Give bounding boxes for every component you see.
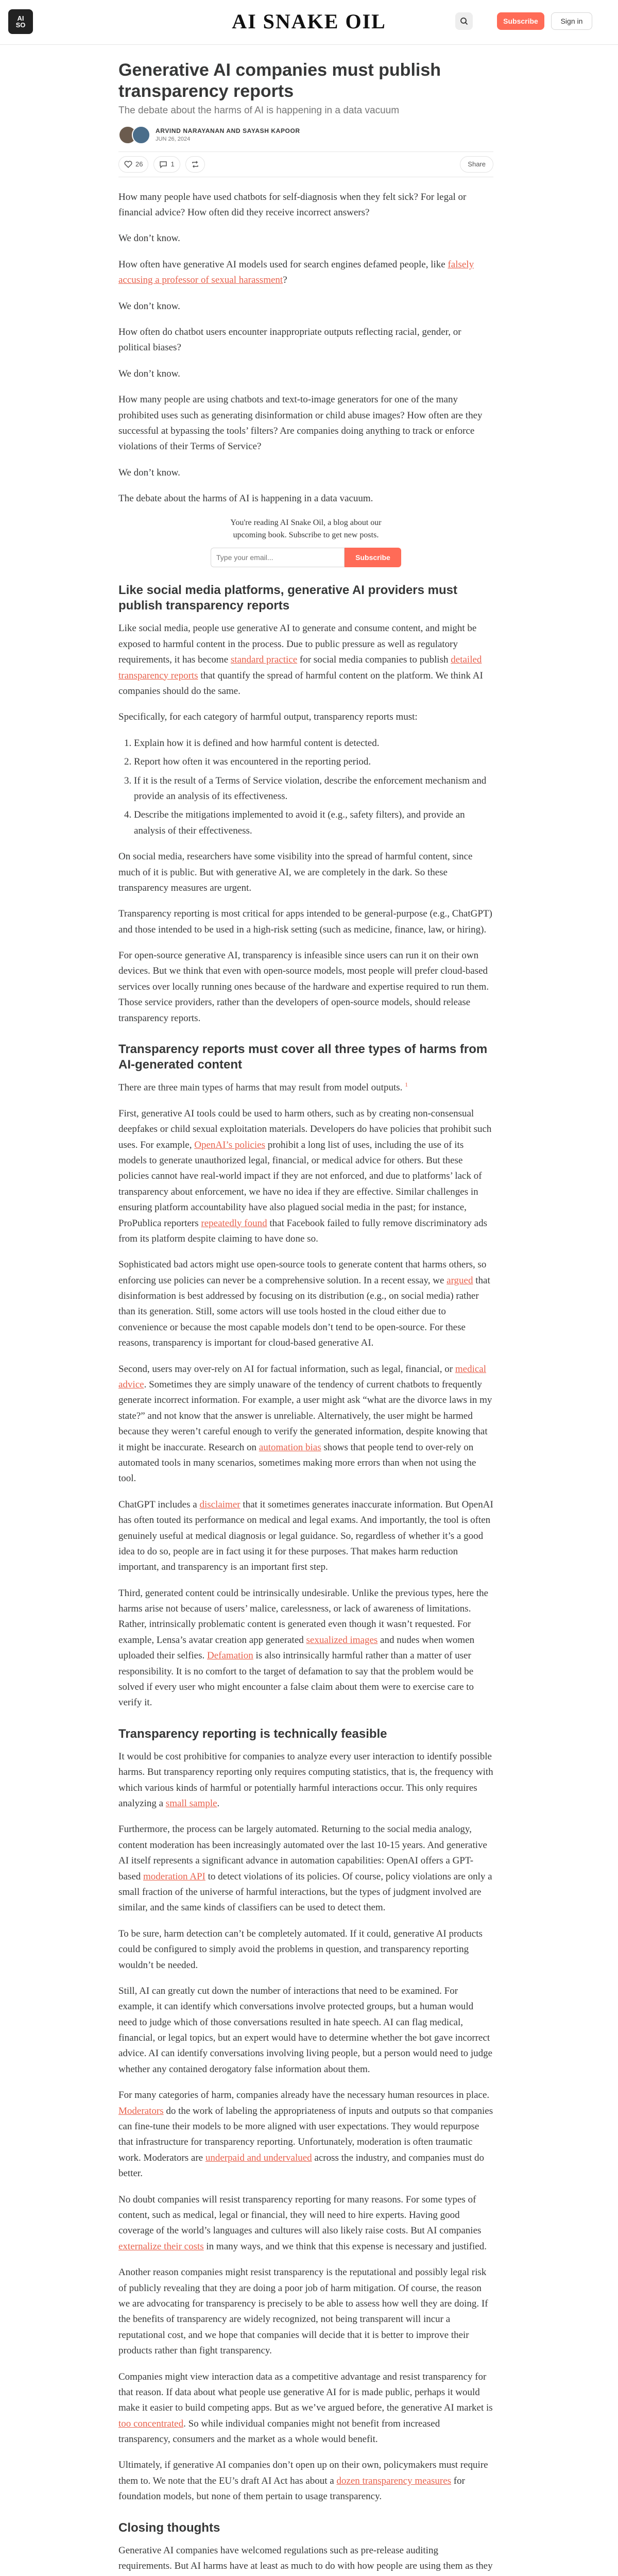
inline-link[interactable]: Defamation [207,1650,253,1662]
subscribe-form [118,548,493,567]
paragraph: How many people have used chatbots for self-diagnosis when they felt sick? For legal or financial advice? How often did they receive incorrect answers? [118,191,467,218]
inline-link[interactable]: repeatedly found [201,1217,267,1229]
paragraph: On social media, researchers have some visibility into the spread of harmful content, since much of it is public. But with generative AI, we are completely in the dark. So these transparency measures are urgent. [118,851,473,893]
section-heading: Transparency reports must cover all three types of harms from AI-generated content [118,1042,488,1072]
inline-link[interactable]: standard practice [230,654,298,666]
paragraph: How many people are using chatbots and text-to-image generators for one of the many prohibited uses such as generating disinformation or child abuse images? How often are they successful at bypassing the tools’ filters? Are companies doing anything to track or enforce violations of their Terms of Service? [118,394,483,452]
inline-link[interactable]: disclaimer [199,1499,241,1510]
paragraph: To be sure, harm detection can’t be completely automated. If it could, generative AI products could be configured to simply avoid the problems in question, and transparency reporting wouldn’t be needed. [118,1928,483,1971]
paragraph: Third, generated content could be intrinsically undesirable. Unlike the previous types, here the harms arise not because of users’ malice, carelessness, or lack of awareness of limitations. Rather, intrinsically problematic content is generated even though it wasn’t requested. For example, Lensa’s avatar creation app generated sexualized images and nudes when women uploaded their selfies. Defamation is also intrinsically harmful rather than a matter of user responsibility. It is no comfort to the target of defamation to say that the problem would be solved if every user who might encounter a false claim about them were to exercise care to verify it. [118,1587,489,1708]
paragraph: No doubt companies will resist transparency reporting for many reasons. For some types of content, such as medical, legal or financial, they will need to hire experts. Having good coverage of the world’s languages and cultures will also likely raise costs. But AI companies externalize their costs in many ways, and we think that this expense is necessary and justified. [118,2194,487,2252]
paragraph: ChatGPT includes a disclaimer that it sometimes generates inaccurate information. But OpenAI has often touted its performance on medical and legal exams. And importantly, the tool is often genuinely useful at medical diagnosis or legal guidance. So, regardless of whether it’s a good idea to do so, people are in fact using it for these purposes. That makes harm reduction important, and transparency is an important first step. [118,1499,493,1573]
inline-link[interactable]: detailed transparency reports [118,654,482,681]
author-names[interactable]: ARVIND NARAYANAN AND SAYASH KAPOOR [156,127,300,135]
inline-link[interactable]: dozen transparency measures [336,2475,452,2486]
post-title: Generative AI companies must publish transparency reports [118,60,441,101]
comment-count: 1 [170,160,175,168]
post-subtitle: The debate about the harms of AI is happening in a data vacuum [118,105,400,116]
inline-link[interactable]: OpenAI’s policies [194,1139,265,1150]
post-date: JUN 26, 2024 [156,136,191,143]
footnote-marker[interactable]: 1 [405,1081,408,1089]
section-heading: Closing thoughts [118,2520,220,2535]
paragraph: How often do chatbot users encounter inappropriate outputs reflecting racial, gender, or political biases? [118,326,461,353]
paragraph: For open-source generative AI, transparency is infeasible since users can run it on their own devices. But we think that even with open-source models, most people will prefer cloud-based services over locally running ones because of the hardware and expertise required to run them. Those service providers, rather than the developers of open-source models, should release transparency reports. [118,950,489,1024]
paragraph: Sophisticated bad actors might use open-source tools to generate content that harms others, so enforcing use policies can never be a comprehensive solution. In a recent essay, we argued that disinformation is best addressed by focusing on its distribution (e.g., on social media) rather than its generation. Still, some actors will use tools hosted in the cloud either due to convenience or because the most capable models don’t tend to be open-source. For these reasons, transparency is important for cloud-based generative AI. [118,1259,490,1349]
requirements-list [118,736,493,839]
inline-link[interactable]: externalize their costs [118,2241,204,2252]
heart-icon [124,161,132,168]
restack-button[interactable] [185,156,205,173]
list-item: 1. Explain how it is defined and how harmful content is detected. [134,736,493,751]
paragraph: Furthermore, the process can be largely automated. Returning to the social media analogy, content moderation has been increasingly automated over the last 10-15 years. And generative AI itself represents a significant advance in automation capabilities: OpenAI offers a GPT-based moderation API to detect violations of its policies. Of course, policy violations are only a small fraction of the universe of harmful interactions, but the types of judgment involved are similar, and the same kinds of classifiers can be used to detect them. [118,1824,492,1913]
subscribe-widget [118,517,493,567]
inline-link[interactable]: small sample [165,1798,217,1809]
paragraph: The debate about the harms of AI is happening in a data vacuum. [118,493,373,504]
post-actions-bar [118,151,493,177]
paragraph: Ultimately, if generative AI companies don’t open up on their own, policymakers must require them to. We note that the EU’s draft AI Act has about a dozen transparency measures for foundation models, but none of them pertain to usage transparency. [118,2460,488,2502]
paragraph: Companies might view interaction data as a competitive advantage and resist transparency for that reason. If data about what people use generative AI for is made public, perhaps it would make it easier to build competing apps. But as we’ve argued before, the generative AI market is too concentrated. So while individual companies might not benefit from increased transparency, consumers and the market as a whole would benefit. [118,2371,493,2445]
email-input[interactable] [211,548,345,567]
paragraph: Second, users may over-rely on AI for factual information, such as legal, financial, or medical advice. Sometimes they are simply unaware of the tendency of current chatbots to frequently generate incorrect information. For example, a user might ask “what are the divorce laws in my state?” and not know that the answer is unreliable. Alternatively, the user might be harmed because they weren’t careful enough to verify the generated information, despite knowing that it might be inaccurate. Research on automation bias shows that people tend to over-rely on automated tools in many scenarios, sometimes making more errors than when not using the tool. [118,1363,492,1484]
like-count: 26 [135,160,143,168]
comment-button[interactable] [153,156,180,173]
share-button[interactable]: Share [460,156,493,173]
list-item: 3. If it is the result of a Terms of Service violation, describe the enforcement mechanism and provide an analysis of its effectiveness. [134,773,493,805]
paragraph: Transparency reporting is most critical for apps intended to be general-purpose (e.g., ChatGPT) and those intended to be used in a high-risk setting (such as medicine, finance, law, or hiring). [118,908,492,935]
author-block [156,127,300,142]
inline-link[interactable]: falsely accusing a professor of sexual harassment [118,259,474,286]
inline-link[interactable]: too concentrated [118,2418,184,2429]
inline-link[interactable]: automation bias [259,1442,321,1453]
inline-link[interactable]: underpaid and undervalued [205,2152,312,2163]
paragraph: For many categories of harm, companies already have the necessary human resources in place. Moderators do the work of labeling the appropriateness of inputs and outputs so that companies can fine-tune their models to be more aligned with user expectations. They would repurpose that infrastructure for transparency reporting. Unfortunately, moderation is often traumatic work. Moderators are underpaid and undervalued across the industry, and companies must do better. [118,2090,493,2179]
paragraph: There are three main types of harms that may result from model outputs. $^1$ [118,1081,408,1093]
subscribe-button[interactable]: Subscribe [497,12,544,30]
inline-link[interactable]: sexualized images [306,1634,378,1646]
top-navigation-bar [0,0,618,45]
inline-link[interactable]: Moderators [118,2105,164,2116]
paragraph: First, generative AI tools could be used to harm others, such as by creating non-consensual deepfakes or child sexual exploitation materials. Developers do have policies that prohibit such uses. For example, OpenAI’s policies prohibit a long list of uses, including the use of its models to generate unauthorized legal, financial, or medical advice for others. But these policies cannot have real-world impact if they are not enforced, and due to platforms’ lack of transparency about enforcement, we have no idea if they are effective. Similar challenges in ensuring platform accountability have also plagued social media in the past; for instance, ProPublica reporters repeatedly found that Facebook failed to fully remove discriminatory ads from its platform despite claiming to have done so. [118,1108,492,1244]
paragraph: How often have generative AI models used for search engines defamed people, like falsely accusing a professor of sexual harassment? [118,259,474,286]
subscribe-form-button[interactable]: Subscribe [345,548,401,567]
restack-icon [191,160,199,168]
inline-link[interactable]: argued [447,1275,473,1286]
paragraph: Still, AI can greatly cut down the number of interactions that need to be examined. For example, it can identify which conversations involve protected groups, but a human would need to judge which of those conversations resulted in hate speech. AI can flag medical, financial, or legal topics, but an expert would have to determine whether the bot gave incorrect advice. AI can identify conversations involving living people, but a person would need to judge whether any contained derogatory false information about them. [118,1985,493,2075]
site-title[interactable]: AI SNAKE OIL [232,10,386,33]
comment-icon [159,160,167,168]
sign-in-button[interactable]: Sign in [551,12,592,30]
section-heading: Transparency reporting is technically feasible [118,1726,387,1741]
section-heading: Like social media platforms, generative AI providers must publish transparency reports [118,583,457,613]
list-item: 4. Describe the mitigations implemented to avoid it (e.g., safety filters), and provide an analysis of their effectiveness. [134,807,493,839]
paragraph: We don’t know. [118,467,180,478]
inline-link[interactable]: moderation API [143,1871,205,1882]
like-button[interactable] [118,156,148,173]
logo-text: AI SO [15,14,26,29]
byline [118,126,493,144]
list-item: 2. Report how often it was encountered in the reporting period. [134,754,493,770]
post-body [118,190,493,2576]
paragraph: Another reason companies might resist transparency is the reputational and possibly legal risk of publicly revealing that they are doing a poor job of harm mitigation. Of course, the reason we are advocating for transparency is precisely to be able to assess how well they are doing. If the benefits of transparency are widely recognized, not being transparent will incur a reputational cost, and we hope that companies will decide that it is better to improve their products rather than fight transparency. [118,2267,488,2357]
search-button[interactable] [455,12,473,30]
paragraph: Specifically, for each category of harmful output, transparency reports must: [118,711,418,723]
post-container [118,44,493,2576]
search-icon [460,17,468,25]
subscribe-widget-text: You're reading AI Snake Oil, a blog about our upcoming book. Subscribe to get new posts. [230,518,382,540]
paragraph: Like social media, people use generative AI to generate and consume content, and might be exposed to harmful content in the process. Due to public pressure as well as regulatory requirements, it has become standard practice for social media companies to publish detailed transparency reports that quantify the spread of harmful content on the platform. We think AI companies should do the same. [118,623,483,697]
author-avatar[interactable] [132,126,150,144]
paragraph: Generative AI companies have welcomed regulations such as pre-release auditing requirements. But AI harms have at least as much to do with how people are using them as they [118,2545,493,2572]
paragraph: We don’t know. [118,300,180,312]
inline-link[interactable]: medical advice [118,1363,486,1391]
paragraph: We don’t know. [118,233,180,244]
paragraph: We don’t know. [118,368,180,379]
paragraph: It would be cost prohibitive for companies to analyze every user interaction to identify possible harms. But transparency reporting only requires computing statistics, that is, the frequency with which various kinds of harmful or potentially harmful interactions occur. This only requires analyzing a small sample. [118,1751,493,1809]
